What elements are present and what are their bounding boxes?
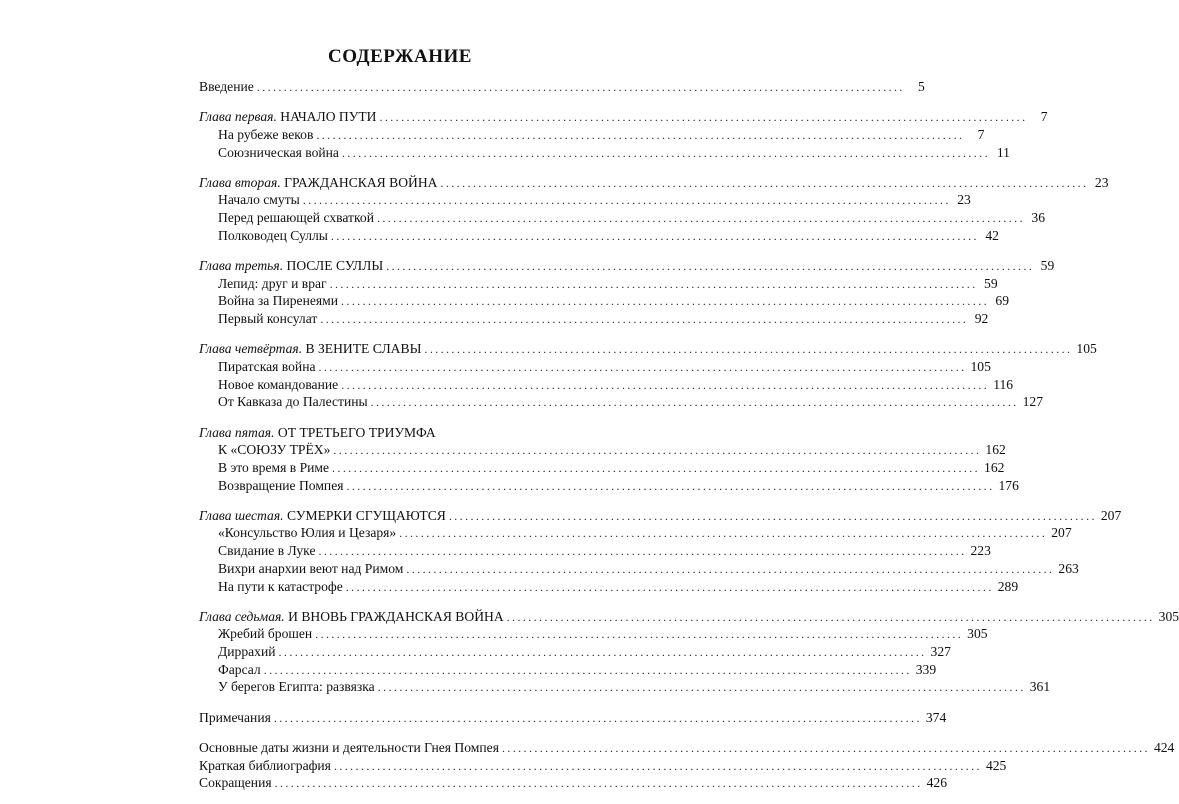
toc-entry [199,608,1179,626]
toc-subentry [199,524,1072,542]
dot-leader: ........................................................................................................................ [376,211,1025,226]
page-number: 305 [963,625,987,643]
page-number: 289 [994,578,1018,596]
toc-entry-label [218,376,341,394]
toc-section [199,739,1175,792]
page-number: 374 [922,709,946,727]
toc-entry [199,709,947,727]
toc-entry [199,174,1109,192]
dot-leader: ........................................................................................................................ [448,508,1097,523]
dot-leader: ........................................................................................................................ [330,228,979,243]
toc-subentry [199,393,1044,411]
dot-leader: ........................................................................................................................ [406,561,1055,576]
toc-subentry [199,625,988,643]
toc-entry-label [199,774,275,792]
toc-entry-title: Союзническая война [218,144,339,160]
toc-entry-title: Фарсал [218,661,261,677]
toc-entry-label [218,227,331,245]
toc-subentry [199,358,991,376]
toc-entry-title: Диррахий [218,644,276,660]
page-number: 424 [1150,739,1174,757]
toc-entry-title: Первый консулат [218,311,318,327]
toc-section [199,709,947,727]
dot-leader: ........................................................................................................................ [341,377,990,392]
toc-subentry [199,678,1051,696]
toc-entry-label [218,292,341,310]
dot-leader: ........................................................................................................................ [370,395,1019,410]
page-number: 339 [912,661,936,679]
dot-leader: ........................................................................................................................ [506,609,1155,624]
page-number: 425 [982,757,1006,775]
toc-section [199,507,1122,595]
toc-entry-label [218,524,399,542]
page-title: СОДЕРЖАНИЕ [328,46,472,67]
page-number: 7 [964,126,984,144]
toc-entry-label [218,144,342,162]
page-number: 42 [979,227,999,245]
dot-leader: ........................................................................................................................ [424,342,1073,357]
toc-entry-label [218,358,319,376]
dot-leader: ........................................................................................................................ [273,710,922,725]
toc-entry [199,424,598,442]
page-number: 36 [1025,209,1045,227]
toc-entry-label [199,174,440,192]
toc-entry-label [218,625,315,643]
table-of-contents [199,78,1179,804]
toc-section [199,174,1109,245]
toc-entry-label [218,643,279,661]
dot-leader: ........................................................................................................................ [379,110,1028,125]
toc-entry [199,757,1007,775]
toc-section [199,424,1019,495]
toc-entry-title: Перед решающей схваткой [218,210,374,226]
dot-leader: ........................................................................................................................ [278,645,927,660]
toc-entry-label [199,257,386,275]
toc-subentry [199,441,1006,459]
toc-entry-label [218,441,333,459]
toc-entry-title: НАЧАЛО ПУТИ [280,109,377,125]
toc-entry [199,739,1175,757]
toc-entry-title: Краткая библиография [199,757,331,773]
toc-section [199,257,1055,328]
toc-entry-title: Вихри анархии веют над Римом [218,560,404,576]
page-number: 361 [1026,678,1050,696]
toc-entry-title: Свидание в Луке [218,543,316,559]
toc-subentry [199,292,1010,310]
toc-entry-title: К «СОЮЗУ ТРЁХ» [218,442,331,458]
toc-entry-title: В это время в Риме [218,459,330,475]
toc-entry-title: И ВНОВЬ ГРАЖДАНСКАЯ ВОЙНА [288,608,504,624]
toc-entry-label [218,661,264,679]
dot-leader: ........................................................................................................................ [320,312,969,327]
toc-entry-label [199,608,507,626]
dot-leader: ........................................................................................................................ [332,460,981,475]
toc-subentry [199,376,1014,394]
toc-entry-title: Возвращение Помпея [218,477,344,493]
page-number: 69 [989,292,1009,310]
toc-entry-label [218,477,346,495]
dot-leader: ........................................................................................................................ [315,627,964,642]
toc-subentry [199,191,971,209]
dot-leader: ........................................................................................................................ [346,478,995,493]
page-number: 162 [980,459,1004,477]
toc-section [199,108,1048,161]
chapter-prefix: Глава вторая. [199,174,281,190]
page-number: 23 [951,191,971,209]
toc-entry-label [218,126,316,144]
page-number: 105 [1072,340,1096,358]
toc-entry-title: Примечания [199,709,271,725]
page-number: 59 [1034,257,1054,275]
page-number: 5 [905,78,925,96]
page-number: 92 [968,310,988,328]
chapter-prefix: Глава пятая. [199,424,275,440]
page-number: 127 [1019,393,1043,411]
page-number: 223 [967,542,991,560]
toc-entry-title: На пути к катастрофе [218,578,343,594]
toc-entry [199,78,925,96]
dot-leader: ........................................................................................................................ [341,294,990,309]
page-number: 207 [1097,507,1121,525]
page-number: 162 [981,441,1005,459]
toc-entry-title: ПОСЛЕ СУЛЛЫ [286,258,384,273]
dot-leader: ........................................................................................................................ [263,662,912,677]
dot-leader: ........................................................................................................................ [318,359,967,374]
page-number: 105 [967,358,991,376]
toc-subentry [199,126,985,144]
chapter-prefix: Глава третья. [199,258,284,273]
chapter-prefix: Глава седьмая. [199,608,285,624]
toc-subentry [199,661,937,679]
toc-subentry [199,310,989,328]
toc-section [199,608,1179,696]
toc-entry-label [199,507,449,525]
page-number: 59 [978,275,998,293]
dot-leader: ........................................................................................................................ [333,443,982,458]
toc-entry-title: От Кавказа до Палестины [218,394,368,410]
toc-subentry [199,542,991,560]
toc-entry-title: Пиратская война [218,358,316,374]
toc-entry-title: Война за Пиренеями [218,293,339,309]
page-number: 207 [1047,524,1071,542]
dot-leader: ........................................................................................................................ [386,259,1035,273]
toc-entry-label [218,310,320,328]
dot-leader: ........................................................................................................................ [345,579,994,594]
toc-entry-title: ГРАЖДАНСКАЯ ВОЙНА [284,174,438,190]
page-number: 23 [1088,174,1108,192]
toc-entry-label [218,459,332,477]
chapter-prefix: Глава четвёртая. [199,341,303,357]
toc-entry-label [218,560,406,578]
toc-entry [199,507,1122,525]
toc-entry [199,774,947,792]
toc-entry-title: СУМЕРКИ СГУЩАЮТСЯ [286,507,446,523]
toc-entry-title: Начало смуты [218,192,300,208]
toc-subentry [199,560,1079,578]
dot-leader: ........................................................................................................................ [333,758,982,773]
dot-leader: ........................................................................................................................ [302,193,951,208]
toc-entry-label [218,209,377,227]
toc-subentry [199,275,998,293]
dot-leader: ........................................................................................................................ [440,175,1089,190]
page-number: 327 [927,643,951,661]
toc-subentry [199,477,1019,495]
page-number: 426 [923,774,947,792]
toc-entry-title: На рубеже веков [218,126,314,142]
chapter-prefix: Глава первая. [199,109,277,125]
toc-subentry [199,144,1010,162]
toc-entry-title: Введение [199,79,254,94]
toc-entry [199,340,1097,358]
toc-subentry [199,578,1019,596]
dot-leader: ........................................................................................................................ [377,680,1026,695]
page-number: 11 [990,144,1010,162]
dot-leader: ........................................................................................................................ [256,80,905,94]
toc-entry-label [199,340,424,358]
toc-entry-label [218,678,378,696]
toc-entry-title: Основные даты жизни и деятельности Гнея Помпея [199,739,499,755]
toc-subentry [199,227,999,245]
page-number: 176 [994,477,1018,495]
dot-leader: ........................................................................................................................ [329,276,978,291]
toc-entry-label [199,757,334,775]
toc-entry-label [218,393,371,411]
chapter-prefix: Глава шестая. [199,507,284,523]
dot-leader: ........................................................................................................................ [318,544,967,559]
toc-entry-label [218,275,330,293]
toc-entry-label [218,578,346,596]
toc-subentry [199,643,951,661]
toc-entry [199,108,1048,126]
toc-subentry [199,209,1045,227]
toc-entry-label [199,739,502,757]
toc-entry-title: ОТ ТРЕТЬЕГО ТРИУМФА [277,424,436,440]
toc-entry-title: В ЗЕНИТЕ СЛАВЫ [305,341,422,357]
toc-section [199,340,1097,411]
toc-entry-label [218,542,319,560]
toc-entry-label [199,78,257,96]
dot-leader: ........................................................................................................................ [274,776,923,791]
dot-leader: ........................................................................................................................ [501,740,1150,755]
toc-entry-label [199,709,274,727]
dot-leader: ........................................................................................................................ [316,127,965,142]
toc-entry-title: Жребий брошен [218,626,313,642]
toc-entry-label [199,108,379,126]
toc-entry-title: Полководец Суллы [218,227,328,243]
page-number: 305 [1155,608,1179,626]
toc-entry-label [199,424,439,442]
toc-entry-title: «Консульство Юлия и Цезаря» [218,525,397,541]
toc-entry [199,257,1055,275]
toc-entry-title: Сокращения [199,775,272,791]
toc-section [199,78,925,96]
toc-entry-title: Лепид: друг и враг [218,275,327,291]
toc-subentry [199,459,1005,477]
toc-entry-label [218,191,303,209]
page-number: 116 [989,376,1013,394]
page-number: 7 [1027,108,1047,126]
page-number: 263 [1054,560,1078,578]
toc-entry-title: Новое командование [218,376,339,392]
dot-leader: ........................................................................................................................ [399,526,1048,541]
toc-entry-title: У берегов Египта: развязка [218,679,375,695]
dot-leader: ........................................................................................................................ [341,145,990,160]
